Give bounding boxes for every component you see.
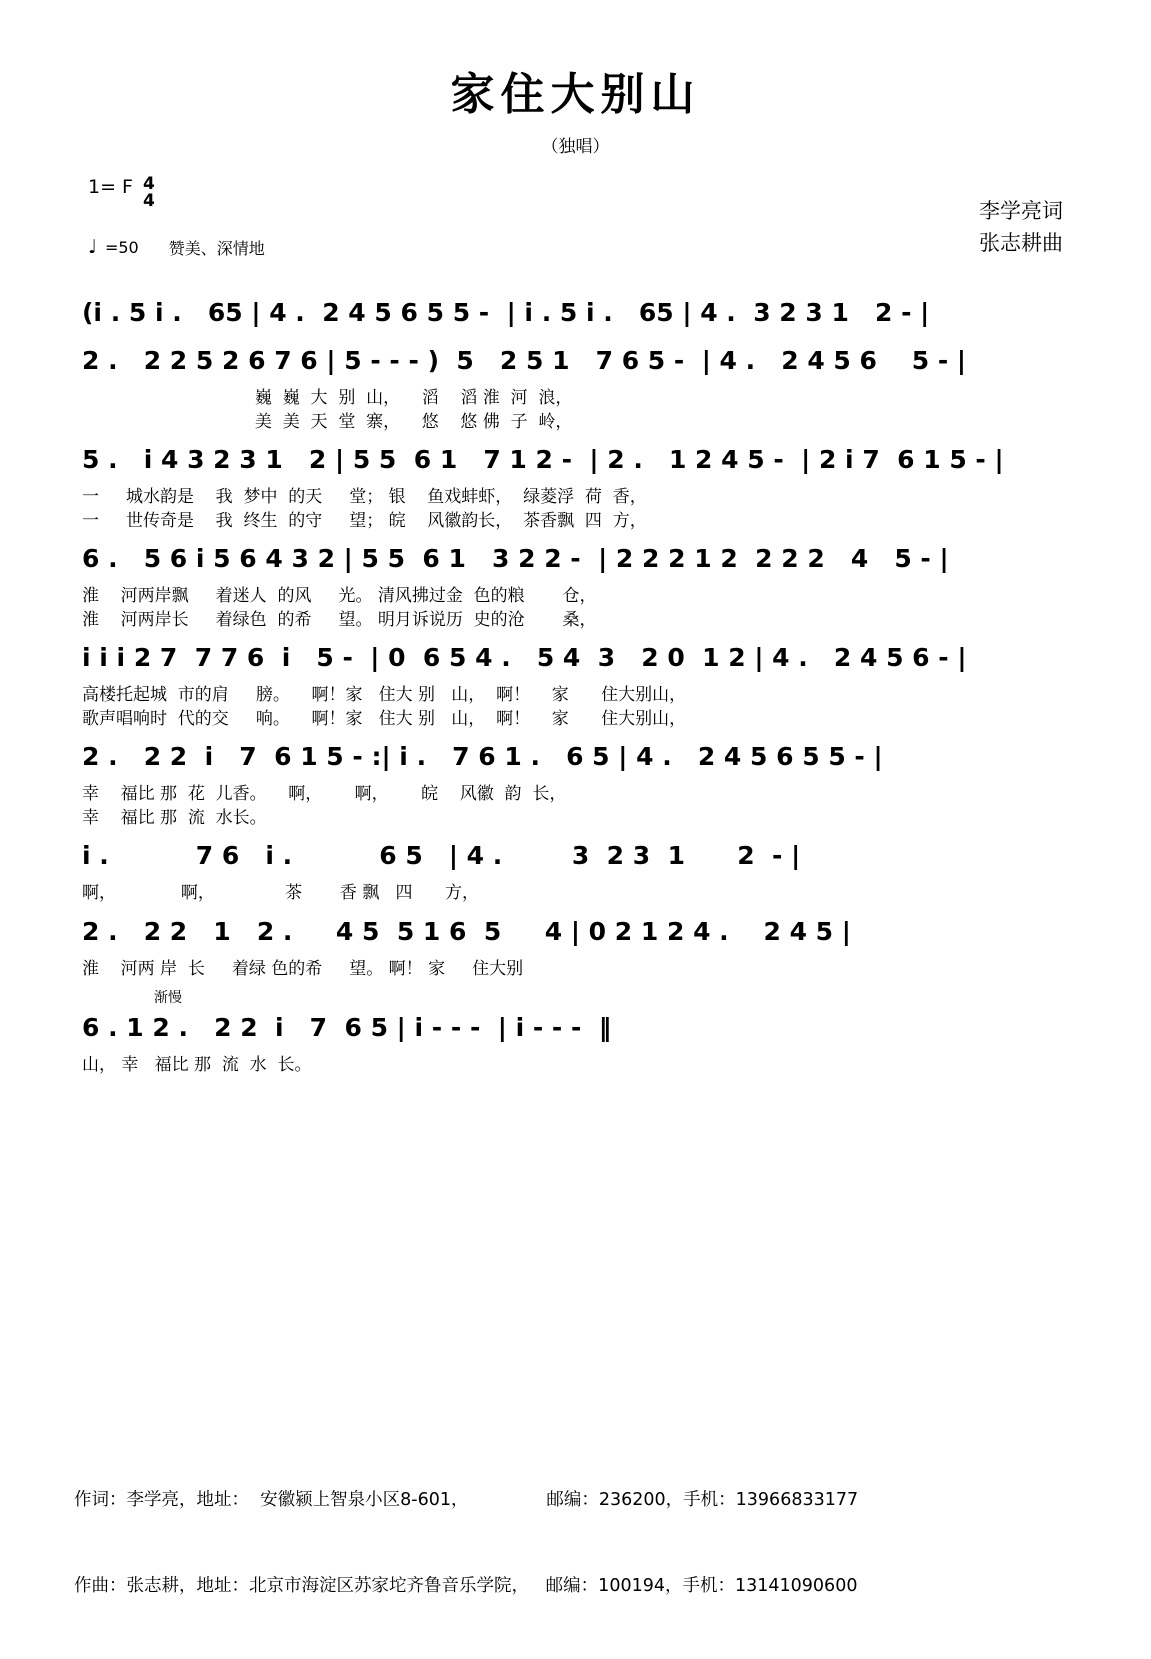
lyrics-verse-1: 山， 幸 福比 那 流 水 长。	[82, 1055, 312, 1075]
lyricist-credit: 李学亮词	[979, 199, 1063, 223]
notation-line: 2 . 2 2 1 2 . 4 5 5 1 6 5 4 | 0 2 1 2 4 . 2 4 5 |	[82, 916, 851, 946]
notation-line: 2 . 2 2 i 7 6 1 5 - :| i . 7 6 1 . 6 5 | 4 . 2 4 5 6 5 5 - |	[82, 742, 883, 771]
footer-contact	[74, 1428, 1084, 1659]
lyrics-verse-1: 淮 河两岸飘 着迷人 的风 光。 清风拂过金 色的粮 仓，	[82, 586, 597, 606]
system-3	[0, 441, 1151, 534]
notation-line: 6 . 5 6 i 5 6 4 3 2 | 5 5 6 1 3 2 2 - | 2 2 2 1 2 2 2 2 4 5 - |	[82, 544, 949, 573]
page-title: 家住大别山	[450, 69, 701, 120]
notation-line: (i . 5 i . 65 | 4 . 2 4 5 6 5 5 - | i . 5 i . 65 | 4 . 3 2 3 1 2 - |	[82, 298, 930, 327]
footer-line-composer: 作曲：张志耕，地址：北京市海淀区苏家坨齐鲁音乐学院， 邮编：100194，手机：13141090600	[74, 1576, 858, 1597]
system-7	[0, 837, 1151, 907]
key-signature: 1= F	[88, 176, 133, 198]
lyrics-verse-1: 一 城水韵是 我 梦中 的天 堂； 银 鱼戏蚌虾， 绿菱浮 荷 香，	[82, 487, 647, 507]
system-1	[0, 294, 1151, 338]
rit-mark: 渐慢	[154, 990, 182, 1006]
quarter-note-icon: ♩	[88, 236, 97, 258]
sheet-music-page	[0, 58, 1151, 1597]
tempo-block	[88, 236, 265, 259]
lyrics-verse-1: 淮 河两 岸 长 着绿 色的希 望。 啊！ 家 住大别	[82, 958, 524, 979]
tempo-value: =50	[104, 238, 139, 257]
lyrics-verse-2: 淮 河两岸长 着绿色 的希 望。 明月诉说历 史的沧 桑，	[82, 609, 597, 630]
expression-mark: 赞美、深情地	[168, 239, 265, 258]
lyrics-verse-1: 幸 福比 那 花 儿香。 啊， 啊， 皖 风徽 韵 长，	[82, 784, 567, 804]
lyrics-verse-2: 美 美 天 堂 寨， 悠 悠 佛 子 岭，	[82, 411, 573, 432]
notation-line: 2 . 2 2 5 2 6 7 6 | 5 - - - ) 5 2 5 1 7 6 5 - | 4 . 2 4 5 6 5 - |	[82, 346, 967, 375]
notation-line: i i i 2 7 7 7 6 i 5 - | 0 6 5 4 . 5 4 3 2 0 1 2 | 4 . 2 4 5 6 - |	[82, 643, 967, 672]
credits	[979, 196, 1063, 259]
system-4	[0, 540, 1151, 633]
lyrics-verse-1: 啊， 啊， 茶 香 飘 四 方，	[82, 883, 479, 903]
system-8	[0, 913, 1151, 983]
lyrics-verse-2: 幸 福比 那 流 水长。	[82, 807, 267, 828]
key-signature-block	[88, 176, 155, 210]
system-5	[0, 639, 1151, 732]
time-signature-denominator: 4	[142, 191, 155, 211]
system-2	[0, 342, 1151, 435]
time-signature-numerator: 4	[142, 174, 155, 194]
lyrics-verse-2: 歌声唱响时 代的交 响。 啊！家 住大 别 山， 啊！ 家 住大别山，	[82, 708, 687, 729]
notation-line: i . 7 6 i . 6 5 | 4 . 3 2 3 1 2 - |	[82, 841, 801, 870]
lyrics-verse-1: 巍 巍 大 别 山， 滔 滔 淮 河 浪，	[82, 388, 573, 408]
lyrics-verse-2: 一 世传奇是 我 终生 的守 望； 皖 风徽韵长， 茶香飘 四 方，	[82, 510, 647, 531]
page-subtitle: （独唱）	[541, 137, 610, 157]
composer-credit: 张志耕曲	[979, 230, 1063, 255]
system-6	[0, 738, 1151, 831]
system-9	[0, 988, 1151, 1079]
lyrics-verse-1: 高楼托起城 市的肩 膀。 啊！家 住大 别 山， 啊！ 家 住大别山，	[82, 685, 687, 705]
time-signature	[143, 176, 155, 210]
footer-line-lyricist: 作词：李学亮，地址： 安徽颍上智泉小区8-601， 邮编：236200，手机：13966833177	[74, 1489, 859, 1510]
notation-line: 5 . i 4 3 2 3 1 2 | 5 5 6 1 7 1 2 - | 2 . 1 2 4 5 - | 2 i 7 6 1 5 - |	[82, 445, 1004, 474]
music-systems	[0, 294, 1151, 1085]
notation-line: 6 . 1 2 . 2 2 i 7 6 5 | i - - - | i - - - ‖	[82, 1013, 612, 1042]
